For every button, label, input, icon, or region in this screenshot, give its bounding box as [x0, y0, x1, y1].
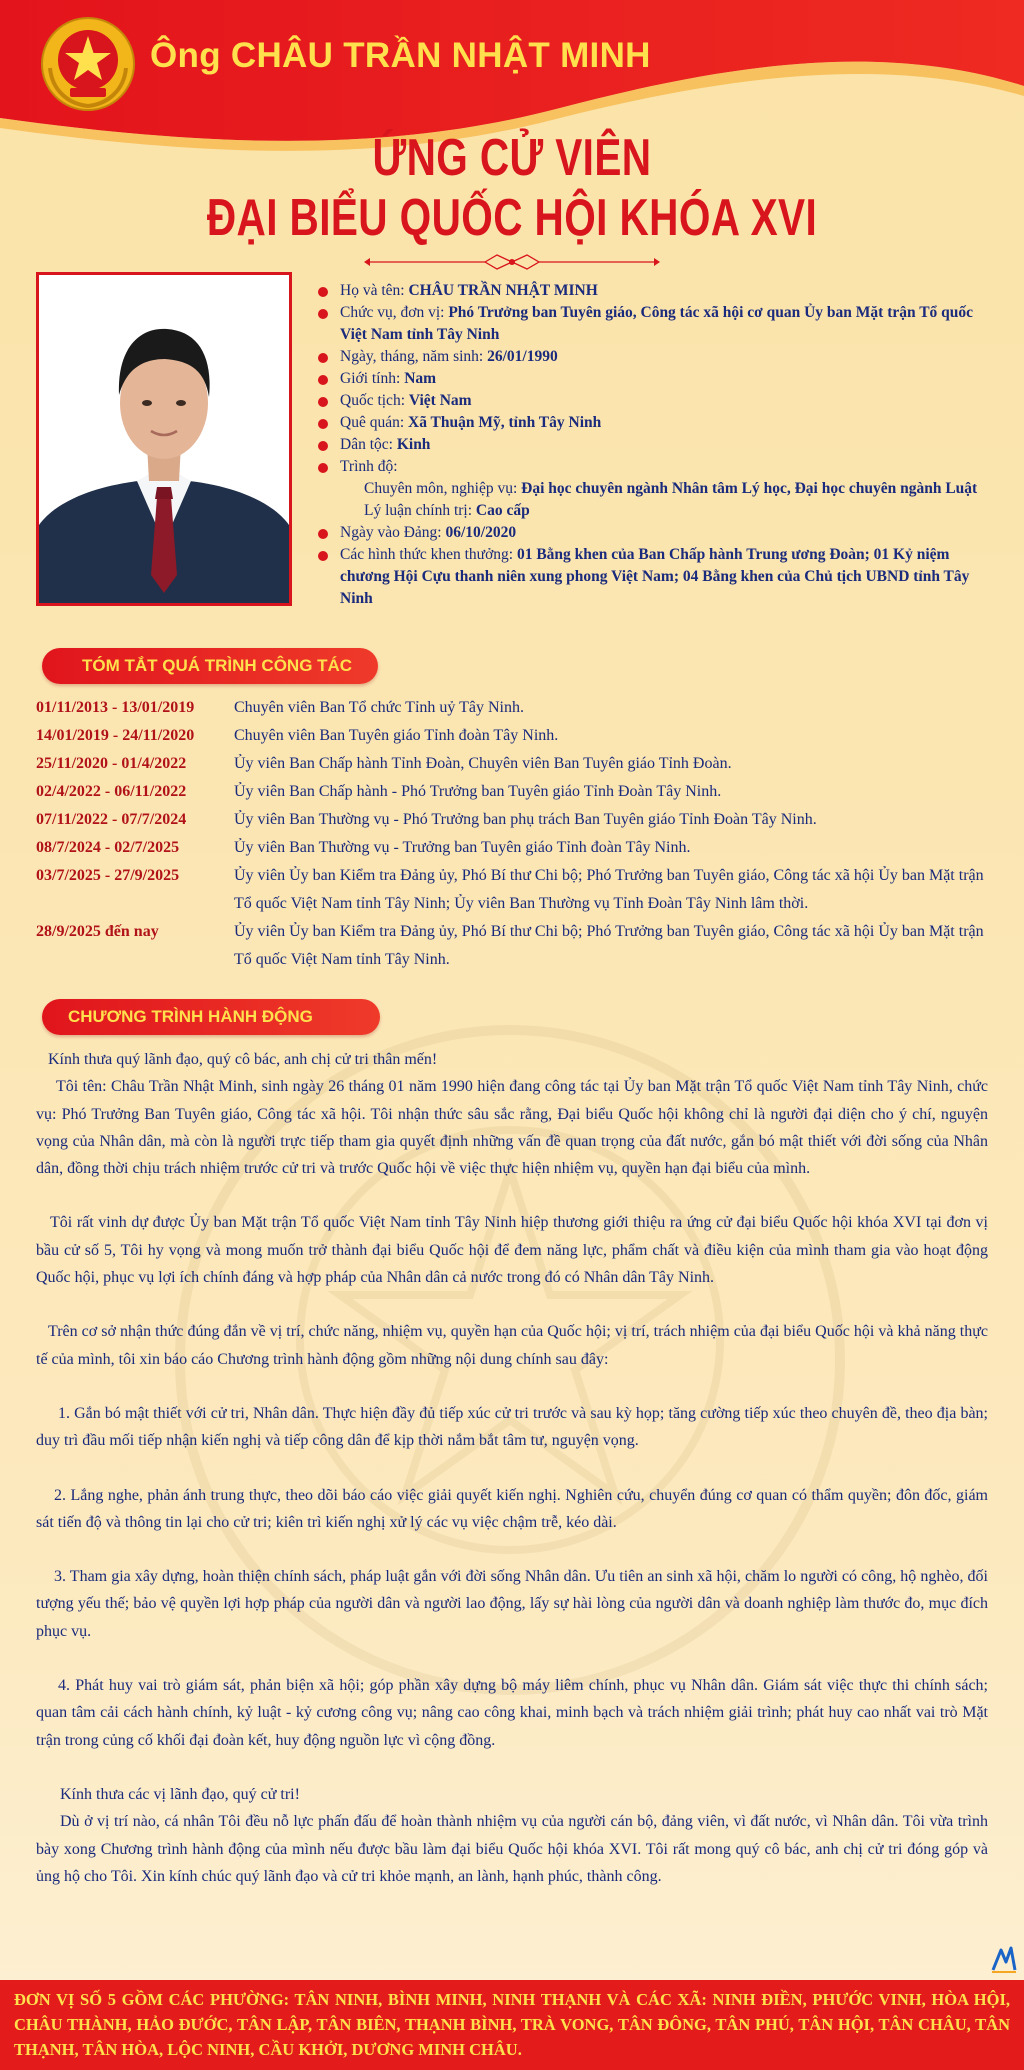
profile-party-value: 06/10/2020 [445, 524, 517, 541]
work-description: Ủy viên Ban Thường vụ - Phó Trưởng ban phụ trách Ban Tuyên giáo Tỉnh Đoàn Tây Ninh. [234, 811, 817, 828]
action-closing: Dù ở vị trí nào, cá nhân Tôi đều nỗ lực phấn đấu để hoàn thành nhiệm vụ của người cán bộ, đảng viên, vì đất nước, vì Nhân dân. Tôi vừa trình bày xong Chương trình hành động của mình nếu được bầu làm đại biểu Quốc hội khóa XVI. Tôi rất mong quý cô bác, anh chị cử tri đóng góp và ủng hộ cho Tôi. Xin kính chúc quý lãnh đạo và cử tri khỏe mạnh, an lành, hạnh phúc, thành công. [36, 1813, 988, 1885]
profile-politics-value: Cao cấp [475, 502, 530, 519]
action-honor: Tôi rất vinh dự được Ủy ban Mặt trận Tổ quốc Việt Nam tỉnh Tây Ninh hiệp thương giới thiệu ra ứng cử đại biểu Quốc hội khóa XVI tại đơn vị bầu cử số 5, Tôi hy vọng và mong muốn trở thành đại biểu Quốc hội để đem năng lực, phẩm chất và điều kiện của mình tham gia vào hoạt động Quốc hội, phục vụ lợi ích chính đáng và hợp pháp của Nhân dân cả nước trong đó có Nhân dân Tây Ninh. [36, 1214, 988, 1287]
profile-profession-value: Đại học chuyên ngành Nhân tâm Lý học, Đại học chuyên ngành Luật [521, 480, 978, 497]
profile-position-value: Phó Trưởng ban Tuyên giáo, Công tác xã hội cơ quan Ủy ban Mặt trận Tổ quốc Việt Nam tỉnh Tây Ninh [340, 304, 974, 343]
candidate-photo [36, 272, 292, 606]
action-greeting: Kính thưa quý lãnh đạo, quý cô bác, anh chị cử tri thân mến! [48, 1051, 438, 1068]
work-description: Ủy viên Ban Thường vụ - Trưởng ban Tuyên giáo Tỉnh đoàn Tây Ninh. [234, 839, 691, 856]
profile-hometown-row: Quê quán: Xã Thuận Mỹ, tỉnh Tây Ninh [316, 412, 998, 434]
profile-hometown-value: Xã Thuận Mỹ, tỉnh Tây Ninh [408, 414, 602, 431]
profile-ethnicity-value: Kinh [396, 436, 431, 453]
profile-politics-row: Lý luận chính trị: Cao cấp [364, 502, 530, 519]
work-period: 14/01/2019 - 24/11/2020 [36, 727, 195, 744]
work-description: Ủy viên Ủy ban Kiểm tra Đảng ủy, Phó Bí thư Chi bộ; Phó Trưởng ban Tuyên giáo, Công tác xã hội Ủy ban Mặt trận Tổ quốc Việt Nam tỉnh Tây Ninh. [234, 923, 984, 968]
profile-awards-value: 01 Bằng khen của Ban Chấp hành Trung ương Đoàn; 01 Kỷ niệm chương Hội Cựu thanh niên xung phong Việt Nam; 04 Bằng khen của Chủ tịch UBND tỉnh Tây Ninh [340, 546, 970, 607]
work-period: 25/11/2020 - 01/4/2022 [36, 755, 187, 772]
profile-nationality-value: Việt Nam [408, 392, 472, 409]
electoral-unit-footer: ĐƠN VỊ SỐ 5 GỒM CÁC PHƯỜNG: TÂN NINH, BÌNH MINH, NINH THẠNH VÀ CÁC XÃ: NINH ĐIỀN, PHƯỚC VINH, HÒA HỘI, CHÂU THÀNH, HẢO ĐƯỚC, TÂN LẬP, TÂN BIÊN, THẠNH BÌNH, TRÀ VONG, TÂN ĐÔNG, TÂN PHÚ, TÂN HỘI, TÂN CHÂU, TÂN THẠNH, TÂN HÒA, LỘC NINH, CẦU KHỞI, DƯƠNG MINH CHÂU. [0, 1980, 1024, 2070]
work-history-row [36, 806, 1000, 834]
work-history-row [36, 834, 1000, 862]
action-item-2: 2. Lắng nghe, phản ánh trung thực, theo dõi báo cáo việc giải quyết kiến nghị. Nghiên cứu, chuyển đúng cơ quan có thẩm quyền; đôn đốc, giám sát tiến độ và thông tin lại cho cử tri; kiên trì kiến nghị xử lý các vụ việc chậm trễ, kéo dài. [36, 1486, 988, 1531]
publisher-logo-icon [990, 1944, 1018, 1974]
candidate-name-header: Ông CHÂU TRẦN NHẬT MINH [150, 36, 651, 75]
profile-party-row: Ngày vào Đảng: 06/10/2020 [316, 522, 998, 544]
work-period: 07/11/2022 - 07/7/2024 [36, 811, 187, 828]
profile-position-row: Chức vụ, đơn vị: Phó Trưởng ban Tuyên giáo, Công tác xã hội cơ quan Ủy ban Mặt trận Tổ quốc Việt Nam tỉnh Tây Ninh [316, 302, 998, 346]
action-item-4: 4. Phát huy vai trò giám sát, phản biện xã hội; góp phần xây dựng bộ máy liêm chính, phục vụ Nhân dân. Giám sát việc thực thi chính sách; quan tâm cải cách hành chính, kỷ luật - kỷ cương công vụ; nâng cao công khai, minh bạch và trách nhiệm giải trình; phát huy cao nhất vai trò Mặt trận trong củng cố khối đại đoàn kết, huy động nguồn lực vì cộng đồng. [36, 1677, 988, 1749]
work-description: Ủy viên Ủy ban Kiểm tra Đảng ủy, Phó Bí thư Chi bộ; Phó Trưởng ban Tuyên giáo, Công tác xã hội Ủy ban Mặt trận Tổ quốc Việt Nam tỉnh Tây Ninh; Ủy viên Ban Thường vụ Tỉnh Đoàn Tây Ninh lâm thời. [234, 867, 984, 912]
profile-profession-row: Chuyên môn, nghiệp vụ: Đại học chuyên ngành Nhân tâm Lý học, Đại học chuyên ngành Luật [364, 480, 978, 497]
title-line-1: ỨNG CỬ VIÊN [372, 129, 652, 187]
profile-gender-row: Giới tính: Nam [316, 368, 998, 390]
action-basis: Trên cơ sở nhận thức đúng đắn về vị trí, chức năng, nhiệm vụ, quyền hạn của Quốc hội; vị trí, trách nhiệm của đại biểu Quốc hội và khả năng thực tế của mình, tôi xin báo cáo Chương trình hành động gồm những nội dung chính sau đây: [36, 1323, 988, 1368]
action-program-text [36, 1046, 988, 1890]
action-closing-greeting: Kính thưa các vị lãnh đạo, quý cử tri! [60, 1785, 300, 1803]
page-title [0, 128, 1024, 248]
work-period: 01/11/2013 - 13/01/2019 [36, 699, 195, 716]
profile-nationality-row: Quốc tịch: Việt Nam [316, 390, 998, 412]
work-period: 28/9/2025 đến nay [36, 923, 159, 940]
work-history-row [36, 862, 1000, 918]
profile-name-row: Họ và tên: CHÂU TRẦN NHẬT MINH [316, 280, 998, 302]
profile-info [316, 280, 998, 610]
work-description: Ủy viên Ban Chấp hành Tỉnh Đoàn, Chuyên viên Ban Tuyên giáo Tỉnh Đoàn. [234, 755, 732, 772]
profile-name-value: CHÂU TRẦN NHẬT MINH [408, 282, 598, 299]
work-period: 02/4/2022 - 06/11/2022 [36, 783, 187, 800]
portrait-image [39, 275, 289, 603]
profile-education-row: Trình độ: [316, 456, 998, 478]
work-description: Ủy viên Ban Chấp hành - Phó Trưởng ban Tuyên giáo Tỉnh Đoàn Tây Ninh. [234, 783, 722, 800]
action-intro: Tôi tên: Châu Trần Nhật Minh, sinh ngày 26 tháng 01 năm 1990 hiện đang công tác tại Ủy ban Mặt trận Tổ quốc Việt Nam tỉnh Tây Ninh, chức vụ: Phó Trưởng Ban Tuyên giáo, Công tác xã hội. Tôi nhận thức sâu sắc rằng, Đại biểu Quốc hội không chỉ là người đại diện cho ý chí, nguyện vọng của Nhân dân, mà còn là người trực tiếp tham gia quyết định những vấn đề quan trọng của đất nước, gắn bó mật thiết với đời sống của Nhân dân, đồng thời chịu trách nhiệm trước cử tri và trước Quốc hội về việc thực hiện nhiệm vụ, quyền hạn đại biểu của mình. [36, 1078, 988, 1178]
work-description: Chuyên viên Ban Tuyên giáo Tỉnh đoàn Tây Ninh. [234, 727, 559, 744]
profile-awards-row: Các hình thức khen thưởng: 01 Bằng khen của Ban Chấp hành Trung ương Đoàn; 01 Kỷ niệm chương Hội Cựu thanh niên xung phong Việt Nam; 04 Bằng khen của Chủ tịch UBND tỉnh Tây Ninh [316, 544, 998, 610]
work-history-row [36, 722, 1000, 750]
work-history-row [36, 778, 1000, 806]
work-history-row [36, 918, 1000, 974]
national-emblem-icon [40, 16, 136, 112]
profile-ethnicity-row: Dân tộc: Kinh [316, 434, 998, 456]
work-history-list [36, 694, 1000, 974]
profile-dob-row: Ngày, tháng, năm sinh: 26/01/1990 [316, 346, 998, 368]
work-period: 03/7/2025 - 27/9/2025 [36, 867, 180, 884]
work-history-row [36, 750, 1000, 778]
title-line-2: ĐẠI BIỂU QUỐC HỘI KHÓA XVI [206, 189, 818, 247]
section-title-action-program: CHƯƠNG TRÌNH HÀNH ĐỘNG [42, 999, 380, 1035]
work-history-row [36, 694, 1000, 722]
work-period: 08/7/2024 - 02/7/2025 [36, 839, 180, 856]
action-item-1: 1. Gắn bó mật thiết với cử tri, Nhân dân. Thực hiện đầy đủ tiếp xúc cử tri trước và sau kỳ họp; tăng cường tiếp xúc theo chuyên đề, theo địa bàn; duy trì đầu mối tiếp nhận kiến nghị và tiếp công dân để kịp thời nắm bắt tâm tư, nguyện vọng. [36, 1404, 988, 1450]
work-description: Chuyên viên Ban Tổ chức Tỉnh uỷ Tây Ninh. [234, 699, 524, 716]
action-item-3: 3. Tham gia xây dựng, hoàn thiện chính sách, pháp luật gắn với đời sống Nhân dân. Ưu tiên an sinh xã hội, chăm lo người có công, hộ nghèo, đối tượng yếu thế; bảo vệ quyền lợi hợp pháp của người dân và người lao động, lấy sự hài lòng của người dân và doanh nghiệp làm thước đo, mục đích phục vụ. [36, 1568, 988, 1640]
section-title-work-history: TÓM TẮT QUÁ TRÌNH CÔNG TÁC [42, 648, 378, 684]
profile-gender-value: Nam [404, 370, 437, 387]
title-ornament-icon [360, 252, 664, 272]
profile-dob-value: 26/01/1990 [487, 348, 558, 365]
